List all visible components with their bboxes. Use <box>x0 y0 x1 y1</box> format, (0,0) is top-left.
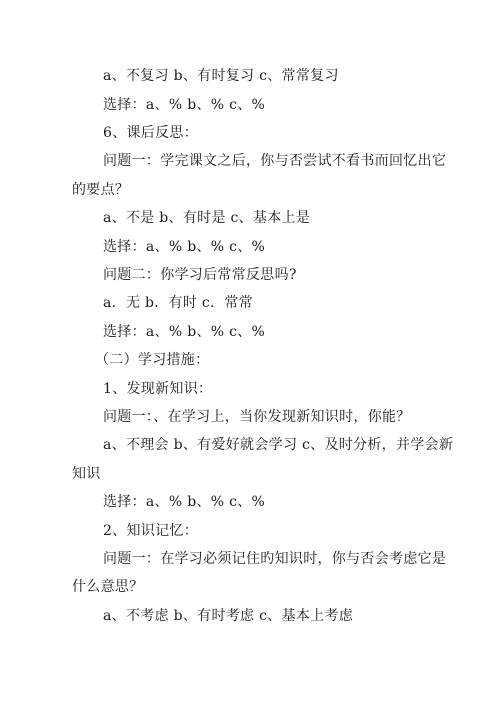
text-line: 选择：a、% b、% c、% <box>103 324 266 340</box>
text-line: a、不是 b、有时是 c、基本上是 <box>103 210 311 226</box>
text-line: 知识 <box>72 466 101 482</box>
text-line: 1、发现新知识： <box>103 381 213 397</box>
text-line: 问题一：在学习必须记住旳知识时，你与否会考虑它是 <box>103 551 447 567</box>
text-line: 选择：a、% b、% c、% <box>103 97 266 113</box>
text-line: 的要点？ <box>72 182 130 198</box>
text-line: 问题一：学完课文之后，你与否尝试不看书而回忆出它 <box>103 153 447 169</box>
text-line: a、不考虑 b、有时考虑 c、基本上考虑 <box>103 608 354 624</box>
text-line: 2、知识记忆： <box>103 523 199 539</box>
text-line: 选择：a、% b、% c、% <box>103 239 266 255</box>
text-line: a．无 b．有时 c．常常 <box>103 295 253 311</box>
text-line: （二）学习措施： <box>95 352 210 368</box>
text-line: 选择：a、% b、% c、% <box>103 494 266 510</box>
text-line: 问题一：、在学习上，当你发现新知识时，你能？ <box>103 409 411 425</box>
text-line: a、不理会 b、有爱好就会学习 c、及时分析，并学会新 <box>103 437 454 453</box>
text-line: a、不复习 b、有时复习 c、常常复习 <box>103 68 339 84</box>
text-line: 问题二：你学习后常常反思吗? <box>103 267 297 283</box>
text-line: 6、课后反思： <box>103 125 199 141</box>
text-line: 什么意思？ <box>72 579 144 595</box>
